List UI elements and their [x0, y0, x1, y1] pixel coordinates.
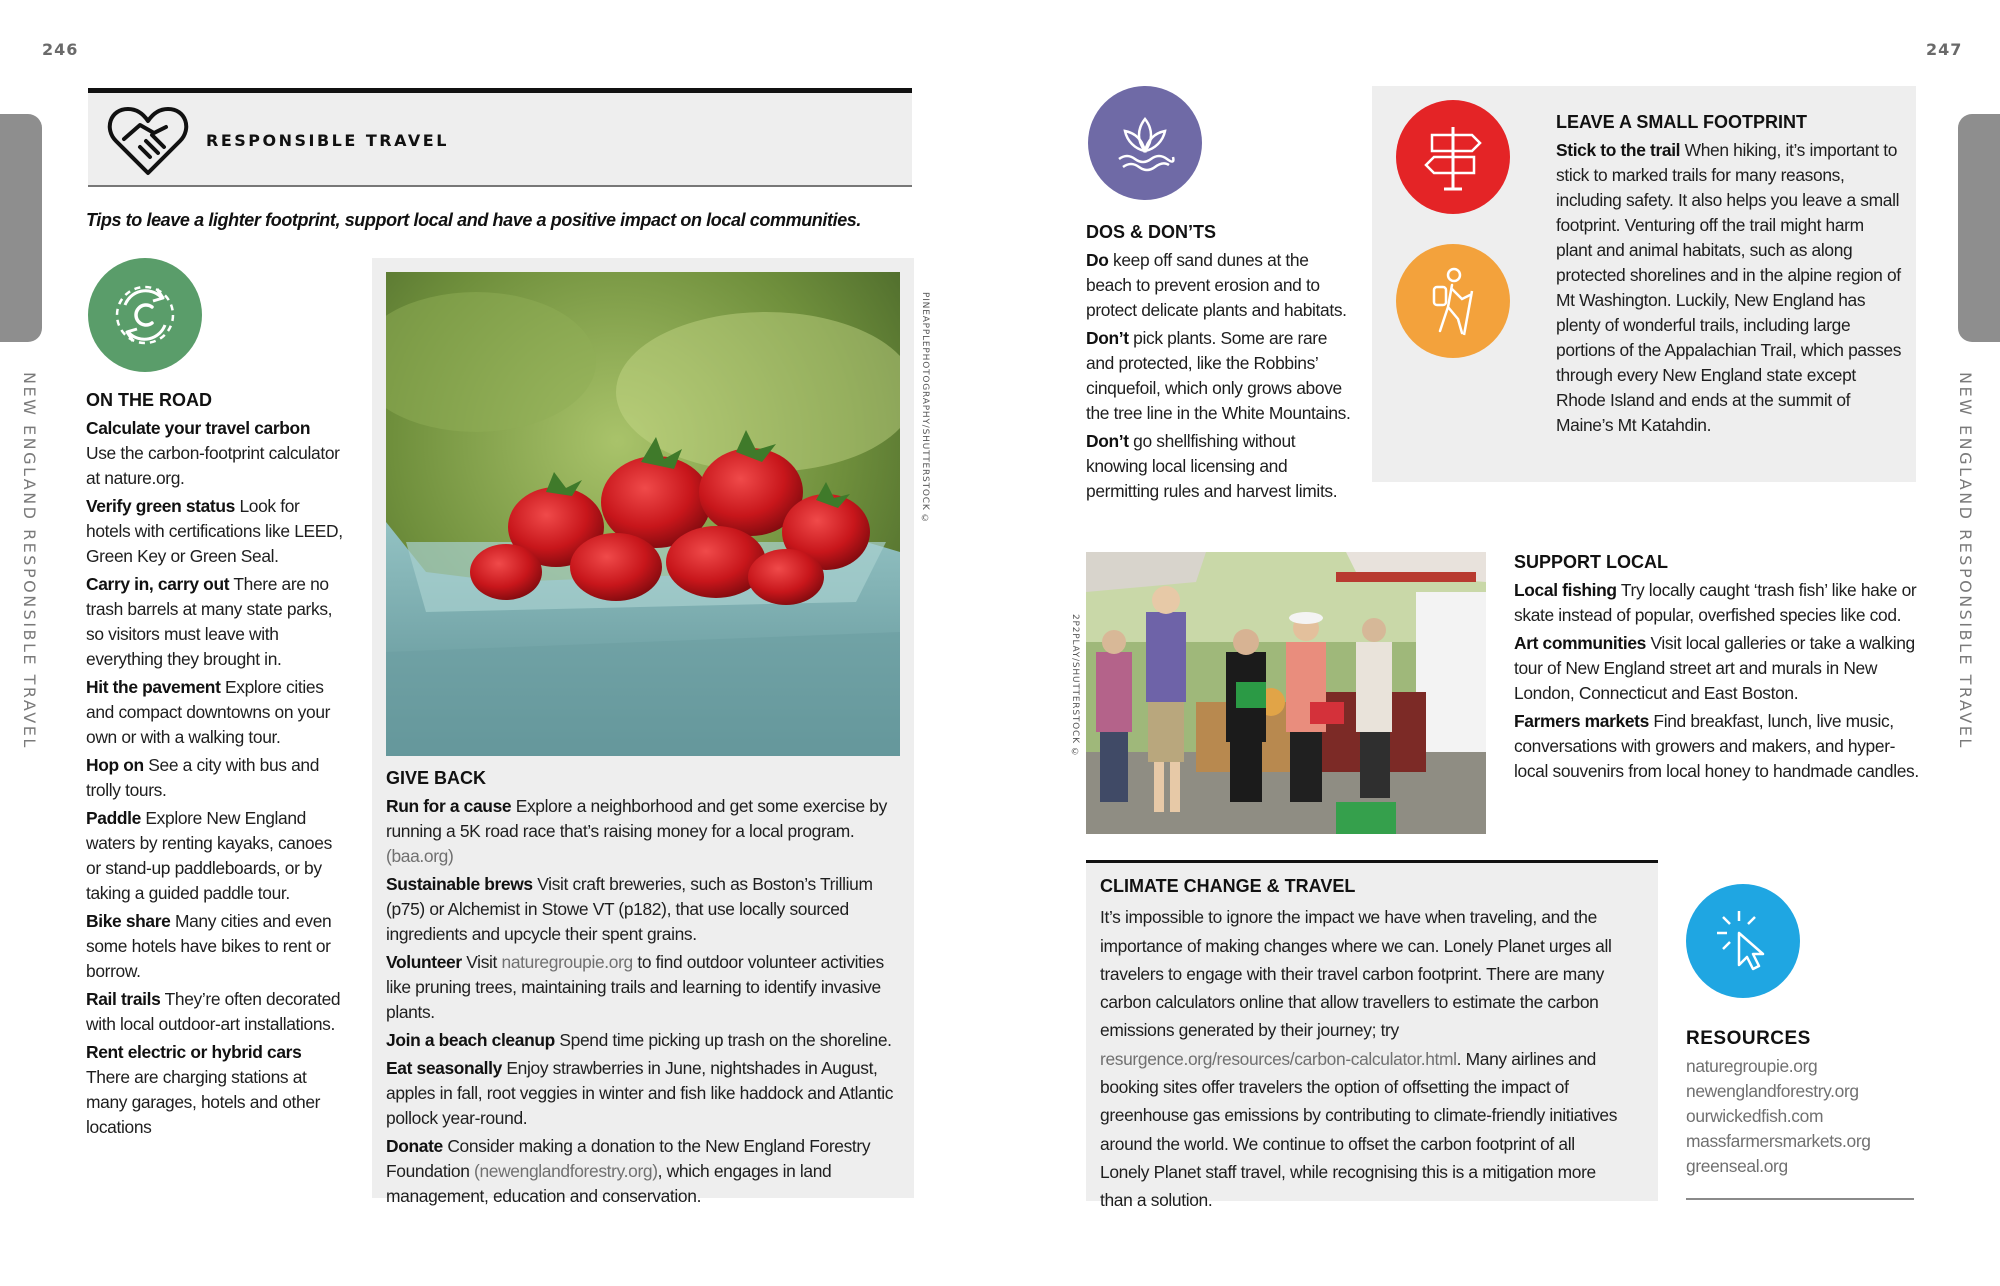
plant-water-icon [1088, 86, 1202, 200]
resources-rule [1686, 1198, 1914, 1200]
farmers-market-illustration [1086, 552, 1486, 834]
resources-section [1686, 1026, 1918, 1179]
support-local-heading: SUPPORT LOCAL [1514, 552, 1669, 572]
resources-heading: RESOURCES [1686, 1028, 1811, 1049]
footprint-heading: LEAVE A SMALL FOOTPRINT [1556, 112, 1807, 132]
photo-credit-strawberries: PINEAPPLEPHOTOGRAPHY/SHUTTERSTOCK © [920, 292, 930, 526]
right-running-head: NEW ENGLAND RESPONSIBLE TRAVEL [1956, 372, 1975, 750]
list-item: Sustainable brews Visit craft breweries, such as Boston’s Trillium (p75) or Alchemist in Stowe VT (p182), that use locally sourced ingredients and upcycle their spent grains. [386, 874, 873, 944]
left-running-head: NEW ENGLAND RESPONSIBLE TRAVEL [20, 372, 39, 750]
list-item: Rent electric or hybrid cars There are charging stations at many garages, hotels and other locations [86, 1042, 321, 1137]
cursor-click-icon [1686, 884, 1800, 998]
right-edge-tab [1958, 114, 2000, 342]
on-the-road-section [86, 388, 346, 1143]
list-item: Calculate your travel carbon Use the carbon-footprint calculator at nature.org. [86, 418, 340, 488]
list-item: Donate Consider making a donation to the New England Forestry Foundation (newenglandforestry.org), which engages in land management, education and conservation. [386, 1136, 871, 1206]
list-item: Paddle Explore New England waters by renting kayaks, canoes or stand-up paddleboards, or by taking a guided paddle tour. [86, 808, 332, 903]
page-number-left: 246 [42, 40, 79, 59]
list-item: Bike share Many cities and even some hotels have bikes to rent or borrow. [86, 911, 332, 981]
signpost-icon [1396, 100, 1510, 214]
link[interactable]: resurgence.org/resources/carbon-calculator.html [1100, 1048, 1457, 1069]
list-item: Verify green status Look for hotels with certifications like LEED, Green Key or Green Seal. [86, 496, 343, 566]
support-local-section [1514, 550, 1922, 787]
list-item: Rail trails They’re often decorated with local outdoor-art installations. [86, 989, 341, 1034]
left-edge-tab [0, 114, 42, 342]
link[interactable]: (newenglandforestry.org) [474, 1161, 658, 1181]
banner-title: RESPONSIBLE TRAVEL [206, 131, 449, 150]
footprint-section [1556, 110, 1902, 441]
climate-body: It’s impossible to ignore the impact we have when traveling, and the importance of making changes where we can. Lonely Planet urges all travelers to engage with their travel carbon footprint. There are many carbon calculators online that allow travellers to estimate the carbon emissions generated by their journey; try resurgence.org/resources/carbon-calculator.html. Many airlines and booking sites offer travelers the option of offsetting the impact of greenhouse gas emissions by contributing to climate-friendly initiatives around the world. We continue to offset the carbon footprint of all Lonely Planet staff travel, while recognising this is a mitigation more than a solution. [1100, 907, 1618, 1211]
list-item: Volunteer Visit naturegroupie.org to find outdoor volunteer activities like pruning trees, maintaining trails and learning to identify invasive plants. [386, 952, 884, 1022]
resource-link[interactable]: greenseal.org [1686, 1156, 1788, 1176]
climate-heading: CLIMATE CHANGE & TRAVEL [1100, 876, 1356, 896]
give-back-heading: GIVE BACK [386, 768, 487, 788]
recycle-arrows-icon [88, 258, 202, 372]
list-item: Hop on See a city with bus and trolly tours. [86, 755, 320, 800]
farmers-market-photo [1086, 552, 1486, 834]
list-item: Eat seasonally Enjoy strawberries in June, nightshades in August, apples in fall, root veggies in winter and fish like haddock and Atlantic pollock year-round. [386, 1058, 894, 1128]
strawberries-illustration [386, 272, 900, 756]
list-item: Run for a cause Explore a neighborhood and get some exercise by running a 5K road race that’s raising money for a local program. (baa.org) [386, 796, 887, 866]
resource-link[interactable]: massfarmersmarkets.org [1686, 1131, 1871, 1151]
resource-link[interactable]: ourwickedfish.com [1686, 1106, 1824, 1126]
dos-donts-heading: DOS & DON’TS [1086, 222, 1217, 242]
footprint-body: Stick to the trail When hiking, it’s important to stick to marked trails for many reasons, including safety. It also helps you leave a small footprint. Venturing off the trail might harm plant and animal habitats, such as along protected shorelines and in the alpine region of Mt Washington. Luckily, New England has plenty of wonderful trails, including large portions of the Appalachian Trail, which passes through every New England state except Rhode Island and ends at the summit of Maine’s Mt Katahdin. [1556, 140, 1902, 435]
list-item: Farmers markets Find breakfast, lunch, live music, conversations with growers and makers, and hyper-local souvenirs from local honey to handmade candles. [1514, 711, 1919, 781]
strawberries-photo [386, 272, 900, 756]
climate-section [1100, 872, 1626, 1218]
hiker-icon [1396, 244, 1510, 358]
on-the-road-heading: ON THE ROAD [86, 390, 212, 410]
list-item: Join a beach cleanup Spend time picking up trash on the shoreline. [386, 1030, 892, 1050]
resource-link[interactable]: naturegroupie.org [1686, 1056, 1818, 1076]
intro-text: Tips to leave a lighter footprint, support local and have a positive impact on local communities. [86, 210, 862, 230]
list-item: Art communities Visit local galleries or take a walking tour of New England street art and murals in New London, Connecticut and East Boston. [1514, 633, 1915, 703]
list-item: Hit the pavement Explore cities and compact downtowns on your own or with a walking tour. [86, 677, 331, 747]
resource-link[interactable]: newenglandforestry.org [1686, 1081, 1859, 1101]
list-item: Don’t go shellfishing without knowing local licensing and permitting rules and harvest limits. [1086, 431, 1338, 501]
list-item: Carry in, carry out There are no trash barrels at many state parks, so visitors must leave with everything they brought in. [86, 574, 333, 669]
list-item: Don’t pick plants. Some are rare and protected, like the Robbins’ cinquefoil, which only grows above the tree line in the White Mountains. [1086, 328, 1351, 423]
photo-credit-market: 2P2PLAY/SHUTTERSTOCK © [1070, 614, 1080, 759]
page-number-right: 247 [1926, 40, 1963, 59]
give-back-section [386, 766, 906, 1212]
link[interactable]: (baa.org) [386, 846, 454, 866]
section-banner [88, 88, 912, 187]
dos-donts-section [1086, 220, 1356, 507]
list-item: Local fishing Try locally caught ‘trash fish’ like hake or skate instead of popular, overfished species like cod. [1514, 580, 1917, 625]
link[interactable]: naturegroupie.org [501, 952, 633, 972]
heart-handshake-icon [106, 103, 190, 177]
list-item: Do keep off sand dunes at the beach to prevent erosion and to protect delicate plants and habitats. [1086, 250, 1347, 320]
